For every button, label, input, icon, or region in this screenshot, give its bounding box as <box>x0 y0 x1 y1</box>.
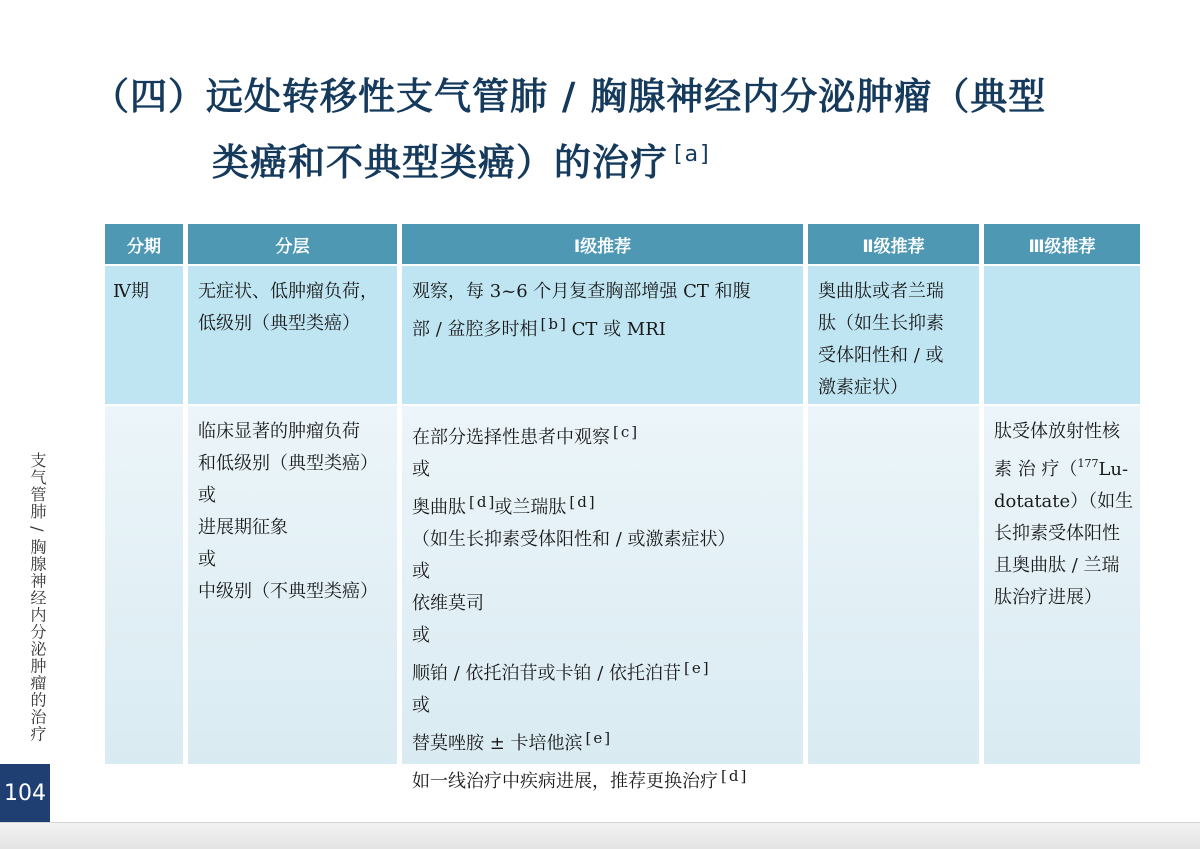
row2-level1-line <box>412 416 793 454</box>
side-chapter-label: 支气管肺 / 胸腺神经内分泌肿瘤的治疗 <box>28 452 47 743</box>
row1-level2 <box>808 266 979 404</box>
header-level1: Ⅰ级推荐 <box>402 224 803 264</box>
row2-layer-line: 或 <box>198 485 216 506</box>
row2-layer-line: 和低级别（典型类癌） <box>198 453 378 474</box>
row2-level3-line: 长抑素受体阳性 <box>994 523 1120 544</box>
reference-e: [ $^e$ ] <box>586 729 611 747</box>
row2-level3-line: 肽受体放射性核 <box>994 421 1120 442</box>
row2-level1-text: 如一线治疗中疾病进展，推荐更换治疗 <box>412 771 718 792</box>
row2-layer-line: 临床显著的肿瘤负荷 <box>198 421 360 442</box>
reference-d: [ $^d$ ] <box>569 493 594 511</box>
row2-level1-text: 在部分选择性患者中观察 <box>412 427 610 448</box>
row1-layer-line: 低级别（典型类癌） <box>198 313 360 334</box>
row1-level2-line: 激素症状） <box>818 377 908 398</box>
row2-level1 <box>402 406 803 792</box>
row2-level1-line: （如生长抑素受体阳性和 / 或激素症状） <box>412 529 736 550</box>
row1-level2-line: 肽（如生长抑素 <box>818 313 944 334</box>
header-level2: Ⅱ级推荐 <box>808 224 979 264</box>
page-number: 104 <box>0 764 50 822</box>
row2-level3-text: Lu- <box>1098 459 1129 480</box>
row2-level1-line: 或 <box>412 695 430 716</box>
header-stage: 分期 <box>105 224 183 264</box>
row2-level1-line: 或 <box>412 561 430 582</box>
row2-level1-line <box>412 722 793 760</box>
row2-level1-line <box>412 486 793 524</box>
title-line-2-text: 类癌和不典型类癌）的治疗 <box>212 141 668 184</box>
row2-layer-line: 进展期征象 <box>198 517 288 538</box>
title-reference: [ $^a$ ] <box>674 142 709 167</box>
row2-level1-text: 或兰瑞肽 <box>494 497 567 518</box>
row2-level3-line: 肽治疗进展） <box>994 587 1102 608</box>
row2-level3-line <box>994 448 1130 486</box>
row2-level1-text: 替莫唑胺 ± 卡培他滨 <box>412 733 583 754</box>
reference-d: [ $^d$ ] <box>469 493 494 511</box>
row2-level3-line: dotatate）（如生 <box>994 491 1134 512</box>
row2-level1-line <box>412 652 793 690</box>
row2-level3 <box>984 406 1140 764</box>
row1-level1-text: CT 或 MRI <box>571 319 666 340</box>
reference-b: [ $^b$ ] <box>541 315 566 333</box>
row2-level3-text: 素 治 疗（ <box>994 459 1078 480</box>
row1-level2-line: 奥曲肽或者兰瑞 <box>818 281 944 302</box>
row1-level1-line <box>412 308 793 346</box>
row1-stage <box>105 266 183 404</box>
row2-level1-line: 或 <box>412 459 430 480</box>
page-bottom-edge <box>0 822 1200 849</box>
header-level3: Ⅲ级推荐 <box>984 224 1140 264</box>
row1-level1-line: 观察，每 3~6 个月复查胸部增强 CT 和腹 <box>412 281 751 302</box>
row1-level3 <box>984 266 1140 404</box>
row1-level2-line: 受体阳性和 / 或 <box>818 345 944 366</box>
row1-layer-line: 无症状、低肿瘤负荷， <box>198 281 378 302</box>
reference-d: [ $^d$ ] <box>721 767 746 785</box>
row2-level1-line <box>412 760 793 798</box>
row2-level1-line: 或 <box>412 625 430 646</box>
title-line-2 <box>92 126 1172 192</box>
title-line-1: （四）远处转移性支气管肺 / 胸腺神经内分泌肿瘤（典型 <box>92 75 1047 118</box>
row2-level2 <box>808 406 979 764</box>
row1-stage-text: Ⅳ期 <box>113 281 149 302</box>
row2-layer-line: 或 <box>198 549 216 570</box>
reference-c: [ $^c$ ] <box>613 423 637 441</box>
row2-layer <box>188 406 397 764</box>
row1-layer <box>188 266 397 404</box>
row2-level1-text: 奥曲肽 <box>412 497 466 518</box>
row2-level1-line: 依维莫司 <box>412 593 484 614</box>
row2-level1-text: 顺铂 / 依托泊苷或卡铂 / 依托泊苷 <box>412 663 682 684</box>
reference-e: [ $^e$ ] <box>684 659 709 677</box>
row1-level1 <box>402 266 803 404</box>
row2-level3-line: 且奥曲肽 / 兰瑞 <box>994 555 1120 576</box>
isotope-mass-number: 177 <box>1077 457 1099 470</box>
row2-stage <box>105 406 183 764</box>
row1-level1-text: 部 / 盆腔多时相 <box>412 319 538 340</box>
page-title <box>92 68 1172 192</box>
treatment-table <box>105 224 1140 792</box>
header-layer: 分层 <box>188 224 397 264</box>
row2-layer-line: 中级别（不典型类癌） <box>198 581 378 602</box>
